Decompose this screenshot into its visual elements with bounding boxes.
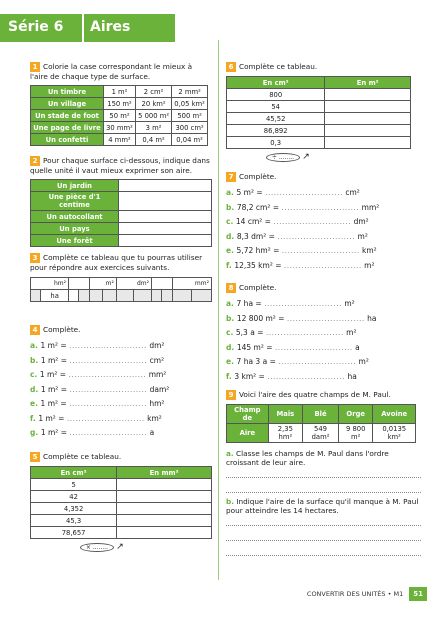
- answer-line[interactable]: [226, 545, 421, 556]
- answer-blank[interactable]: ...........................: [265, 328, 344, 337]
- value-cell: 0,0135 km²: [373, 424, 416, 443]
- unit-header-cell: hm²: [31, 278, 69, 290]
- item-letter: b.: [30, 355, 41, 365]
- operator-oval: ÷ ........: [266, 153, 300, 162]
- exercise-number: 3: [30, 253, 40, 263]
- table-row: [31, 515, 212, 527]
- table-cell[interactable]: [192, 290, 212, 302]
- unit-header-cell: mm²: [172, 278, 211, 290]
- fill-in-item[interactable]: [30, 341, 212, 356]
- answer-cell[interactable]: 5 000 m²: [135, 110, 171, 122]
- item-letter: d.: [226, 342, 237, 352]
- fill-in-item[interactable]: [30, 428, 212, 443]
- exercise-number: 7: [226, 172, 236, 182]
- arrow-icon: ↗: [302, 152, 310, 162]
- exercise-9: [226, 390, 421, 560]
- header-row: [227, 405, 416, 424]
- table-row: [31, 211, 212, 223]
- item-letter: a.: [30, 341, 41, 350]
- value-cell: 800: [227, 89, 325, 101]
- answer-blank[interactable]: ...........................: [281, 202, 360, 212]
- item-letter: c.: [30, 370, 40, 379]
- exercise-7: [226, 172, 416, 275]
- row-label: Une pièce d'1 centime: [31, 192, 119, 211]
- answer-cell[interactable]: 3 m²: [135, 122, 171, 134]
- item-unit: ha: [364, 313, 377, 323]
- answer-cell[interactable]: [119, 223, 212, 235]
- serie-label: Série 6: [0, 14, 82, 42]
- answer-blank[interactable]: ...........................: [69, 428, 148, 437]
- table-cell[interactable]: [69, 290, 79, 302]
- table-row: [31, 278, 212, 290]
- table-row: [31, 235, 212, 247]
- table-row: [31, 290, 212, 302]
- value-cell: 54: [227, 101, 325, 113]
- answer-blank[interactable]: ...........................: [278, 357, 357, 366]
- fill-in-item[interactable]: [226, 261, 416, 276]
- table-row: [227, 424, 416, 443]
- answer-cell[interactable]: 20 km²: [135, 98, 171, 110]
- table-row: [31, 180, 212, 192]
- exercise-8: [226, 283, 416, 386]
- row-label: Une forêt: [31, 235, 119, 247]
- operator-hint: [30, 542, 212, 552]
- exercise-4: [30, 325, 212, 443]
- item-letter: e.: [226, 357, 237, 366]
- answer-blank[interactable]: ...........................: [69, 355, 148, 365]
- column-header: Champ de: [227, 405, 269, 424]
- answer-line[interactable]: [226, 467, 421, 478]
- answer-cell[interactable]: 50 m²: [104, 110, 136, 122]
- table-cell[interactable]: [89, 290, 103, 302]
- table-row: [31, 491, 212, 503]
- table-row: [227, 113, 411, 125]
- table-row: [31, 527, 212, 539]
- answer-line[interactable]: [226, 530, 421, 541]
- exercise-3: [30, 253, 212, 302]
- table-cell[interactable]: [79, 290, 89, 302]
- column-header: Avoine: [373, 405, 416, 424]
- table-row: [31, 86, 208, 98]
- item-unit: a: [147, 428, 155, 437]
- answer-blank[interactable]: ...........................: [69, 399, 147, 408]
- exercise-title: Complète.: [239, 172, 277, 181]
- exercise-number: 4: [30, 325, 40, 335]
- exercise-number: 6: [226, 62, 236, 72]
- table-row: [227, 137, 411, 149]
- page-title: Aires: [84, 14, 175, 42]
- answer-blank[interactable]: ...........................: [277, 231, 356, 241]
- item-unit: ha: [345, 371, 357, 381]
- exercise-instruction: Pour chaque surface ci-dessous, indique dans quelle unité il vaut mieux exprimer son aire.: [30, 156, 210, 175]
- exercise-title: Voici l'aire des quatre champs de M. Paul.: [239, 390, 391, 399]
- item-letter: b.: [226, 202, 237, 212]
- exercise-number: 9: [226, 390, 236, 400]
- value-cell: 86,892: [227, 125, 325, 137]
- row-label: Un timbre: [31, 86, 104, 98]
- answer-cell[interactable]: 2 mm²: [172, 86, 208, 98]
- item-letter: d.: [226, 231, 237, 241]
- fields-table: [226, 404, 416, 443]
- header-row: [227, 77, 411, 89]
- answer-cell[interactable]: [117, 491, 212, 503]
- fill-in-item[interactable]: [226, 299, 416, 314]
- question-b: b. Indique l'aire de la surface qu'il manque à M. Paul pour atteindre les 14 hectares.: [226, 497, 419, 515]
- answer-blank[interactable]: ...........................: [281, 246, 360, 255]
- table-row: [31, 223, 212, 235]
- item-unit: dm²: [351, 217, 369, 226]
- item-left: 8,3 dm² =: [236, 231, 278, 241]
- exercise-number: 1: [30, 62, 40, 72]
- fill-in-item[interactable]: [226, 357, 416, 372]
- item-letter: d.: [30, 384, 41, 394]
- page-footer: [307, 587, 427, 601]
- fill-in-item[interactable]: [226, 343, 416, 358]
- value-cell: 0,3: [227, 137, 325, 149]
- exercise-title: Complète.: [43, 325, 81, 334]
- answer-blank[interactable]: ...........................: [273, 217, 352, 226]
- item-unit: m²: [341, 299, 355, 308]
- item-left: 7 ha =: [236, 299, 265, 308]
- item-unit: dm²: [146, 341, 165, 350]
- fill-in-item[interactable]: [226, 217, 416, 232]
- row-label: Un village: [31, 98, 104, 110]
- answer-cell[interactable]: 0,4 m²: [135, 134, 171, 146]
- answer-cell[interactable]: 2 cm²: [135, 86, 171, 98]
- fill-in-item[interactable]: [226, 372, 416, 387]
- item-letter: f.: [226, 371, 235, 381]
- item-left: 1 m² =: [40, 341, 70, 350]
- column-header: Maïs: [268, 405, 302, 424]
- table-row: [227, 125, 411, 137]
- exercise-instruction: Colorie la case correspondant le mieux à l'aire de chaque type de surface.: [30, 62, 193, 81]
- fill-in-item[interactable]: [226, 203, 416, 218]
- item-unit: m²: [343, 328, 357, 337]
- answer-blank[interactable]: ...........................: [69, 341, 147, 350]
- item-left: 1 m² =: [39, 370, 69, 379]
- exercise-number: 8: [226, 283, 236, 293]
- value-cell: 4,352: [31, 503, 117, 515]
- fill-in-item[interactable]: [226, 314, 416, 329]
- row-label: Un pays: [31, 223, 119, 235]
- item-left: 14 cm² =: [235, 217, 274, 226]
- answer-cell[interactable]: [325, 89, 411, 101]
- table-cell[interactable]: ha: [41, 290, 69, 302]
- item-letter: e.: [226, 246, 237, 255]
- exercise-title: Complète.: [239, 283, 277, 292]
- question-a: a. Classe les champs de M. Paul dans l'ordre croissant de leur aire.: [226, 449, 389, 467]
- table-cell[interactable]: [116, 290, 134, 302]
- exercise-number: 2: [30, 156, 40, 166]
- answer-cell[interactable]: [119, 211, 212, 223]
- answer-cell[interactable]: [117, 503, 212, 515]
- fill-in-item[interactable]: [30, 356, 212, 371]
- item-left: 12 800 m² =: [236, 313, 287, 323]
- fill-in-item[interactable]: [30, 385, 212, 400]
- item-left: 1 m² =: [40, 399, 70, 408]
- answer-blank[interactable]: ...........................: [66, 413, 145, 423]
- conversion-table: [30, 277, 212, 302]
- answer-blank[interactable]: ...........................: [69, 384, 148, 394]
- answer-cell[interactable]: [325, 101, 411, 113]
- answer-cell[interactable]: 1 m²: [104, 86, 136, 98]
- answer-line[interactable]: [226, 515, 421, 526]
- table-row: [227, 101, 411, 113]
- column-header: En m²: [325, 77, 411, 89]
- unit-table: [30, 179, 212, 247]
- item-letter: a.: [226, 299, 237, 308]
- unit-header-cell: dm²: [116, 278, 151, 290]
- answer-blank[interactable]: ...........................: [274, 342, 353, 352]
- answer-line[interactable]: [226, 482, 421, 493]
- fill-in-item[interactable]: [30, 414, 212, 429]
- column-header: En cm²: [31, 467, 117, 479]
- item-unit: a: [352, 342, 360, 352]
- item-left: 5,3 a =: [235, 328, 266, 337]
- answer-cell[interactable]: [119, 235, 212, 247]
- row-label: Un autocollant: [31, 211, 119, 223]
- answer-cell[interactable]: [325, 125, 411, 137]
- item-unit: km²: [359, 246, 377, 255]
- value-cell: 9 800 m²: [339, 424, 373, 443]
- unit-header-cell: [152, 278, 173, 290]
- answer-blank[interactable]: ...........................: [286, 313, 365, 323]
- header-row: [31, 467, 212, 479]
- item-unit: cm²: [147, 355, 165, 365]
- answer-cell[interactable]: [119, 180, 212, 192]
- item-unit: mm²: [359, 202, 380, 212]
- column-header: En cm²: [227, 77, 325, 89]
- item-letter: c.: [226, 217, 236, 226]
- answer-cell[interactable]: [117, 479, 212, 491]
- answer-cell[interactable]: [117, 527, 212, 539]
- table-cell[interactable]: [152, 290, 162, 302]
- item-left: 12,35 km² =: [234, 260, 284, 270]
- item-letter: a.: [226, 188, 237, 197]
- table-row: [31, 134, 208, 146]
- item-unit: dam²: [147, 384, 170, 394]
- footer-text: CONVERTIR DES UNITÉS • M1: [306, 590, 404, 598]
- answer-blank[interactable]: ...........................: [265, 188, 343, 197]
- item-unit: m²: [361, 260, 375, 270]
- item-unit: m²: [355, 231, 368, 241]
- item-letter: f.: [226, 260, 235, 270]
- column-header: Blé: [302, 405, 338, 424]
- item-left: 1 m² =: [40, 355, 70, 365]
- answer-blank[interactable]: ...........................: [68, 370, 147, 379]
- arrow-icon: ↗: [116, 542, 124, 552]
- unit-header-cell: m²: [89, 278, 116, 290]
- fill-in-item[interactable]: [226, 246, 416, 261]
- item-unit: hm²: [146, 399, 165, 408]
- fill-in-item[interactable]: [226, 188, 416, 203]
- table-cell[interactable]: [31, 290, 41, 302]
- answer-cell[interactable]: [325, 113, 411, 125]
- answer-cell[interactable]: 4 mm²: [104, 134, 136, 146]
- row-label: Un stade de foot: [31, 110, 104, 122]
- fill-in-item[interactable]: [30, 399, 212, 414]
- value-cell: 45,3: [31, 515, 117, 527]
- item-left: 1 m² =: [38, 413, 67, 423]
- row-label: Un jardin: [31, 180, 119, 192]
- item-left: 5 m² =: [236, 188, 266, 197]
- table-cell[interactable]: [134, 290, 152, 302]
- item-letter: f.: [30, 413, 39, 423]
- answer-cell[interactable]: 150 m²: [104, 98, 136, 110]
- operator-oval: × ........: [80, 543, 114, 552]
- item-left: 7 ha 3 a =: [236, 357, 279, 366]
- exercise-number: 5: [30, 452, 40, 462]
- table-cell[interactable]: [103, 290, 117, 302]
- page-number: 51: [409, 587, 427, 601]
- value-cell: 42: [31, 491, 117, 503]
- table-row: [31, 110, 208, 122]
- answer-cell[interactable]: [117, 515, 212, 527]
- answer-cell[interactable]: 30 mm²: [104, 122, 136, 134]
- table-row: [31, 98, 208, 110]
- value-cell: 45,52: [227, 113, 325, 125]
- value-cell: 5: [31, 479, 117, 491]
- answer-blank[interactable]: ...........................: [264, 299, 342, 308]
- row-label: Une page de livre: [31, 122, 104, 134]
- item-left: 5,72 hm² =: [236, 246, 282, 255]
- item-left: 3 km² =: [234, 371, 268, 381]
- item-letter: b.: [226, 313, 237, 323]
- value-cell: 78,657: [31, 527, 117, 539]
- table-row: [31, 122, 208, 134]
- item-left: 1 m² =: [40, 384, 70, 394]
- answer-cell[interactable]: [119, 192, 212, 211]
- answer-cell[interactable]: 500 m²: [172, 110, 208, 122]
- answer-cell[interactable]: 0,04 m²: [172, 134, 208, 146]
- answer-blank[interactable]: ...........................: [283, 260, 362, 270]
- fill-in-item[interactable]: [226, 232, 416, 247]
- exercise-1: [30, 62, 210, 146]
- value-cell: 549 dam²: [302, 424, 338, 443]
- column-header: En mm²: [117, 467, 212, 479]
- item-left: 78,2 cm² =: [236, 202, 282, 212]
- surface-table: [30, 85, 208, 146]
- item-unit: m²: [356, 357, 369, 366]
- answer-cell[interactable]: [325, 137, 411, 149]
- exercise-6: [226, 62, 416, 162]
- exercise-instruction: Complète ce tableau que tu pourras utiliser pour répondre aux exercices suivants.: [30, 253, 203, 272]
- item-letter: e.: [30, 399, 41, 408]
- table-row: [227, 89, 411, 101]
- row-label: Un confetti: [31, 134, 104, 146]
- table-cell[interactable]: [172, 290, 192, 302]
- row-label: Aire: [227, 424, 269, 443]
- exercise-5: [30, 452, 212, 552]
- item-left: 145 m² =: [236, 342, 275, 352]
- cm-to-m-table: [226, 76, 411, 149]
- exercise-title: Complète ce tableau.: [43, 452, 122, 461]
- item-unit: km²: [144, 413, 162, 423]
- page-header: [0, 14, 175, 42]
- table-row: [31, 192, 212, 211]
- exercise-2: [30, 156, 212, 247]
- column-header: Orge: [339, 405, 373, 424]
- column-divider: [218, 40, 219, 580]
- fill-in-item[interactable]: [226, 328, 416, 343]
- item-unit: cm²: [342, 188, 360, 197]
- value-cell: 2,35 hm²: [268, 424, 302, 443]
- fill-in-item[interactable]: [30, 370, 212, 385]
- table-row: [31, 479, 212, 491]
- operator-hint: [226, 152, 416, 162]
- item-letter: g.: [30, 428, 41, 437]
- table-cell[interactable]: [162, 290, 172, 302]
- item-unit: mm²: [146, 370, 167, 379]
- item-letter: c.: [226, 328, 236, 337]
- answer-cell[interactable]: 0,05 km²: [172, 98, 208, 110]
- exercise-title: Complète ce tableau.: [239, 62, 318, 71]
- answer-cell[interactable]: 300 cm²: [172, 122, 208, 134]
- table-row: [31, 503, 212, 515]
- cm-to-mm-table: [30, 466, 212, 539]
- answer-blank[interactable]: ...........................: [267, 371, 346, 381]
- item-left: 1 m² =: [40, 428, 70, 437]
- unit-header-cell: [69, 278, 90, 290]
